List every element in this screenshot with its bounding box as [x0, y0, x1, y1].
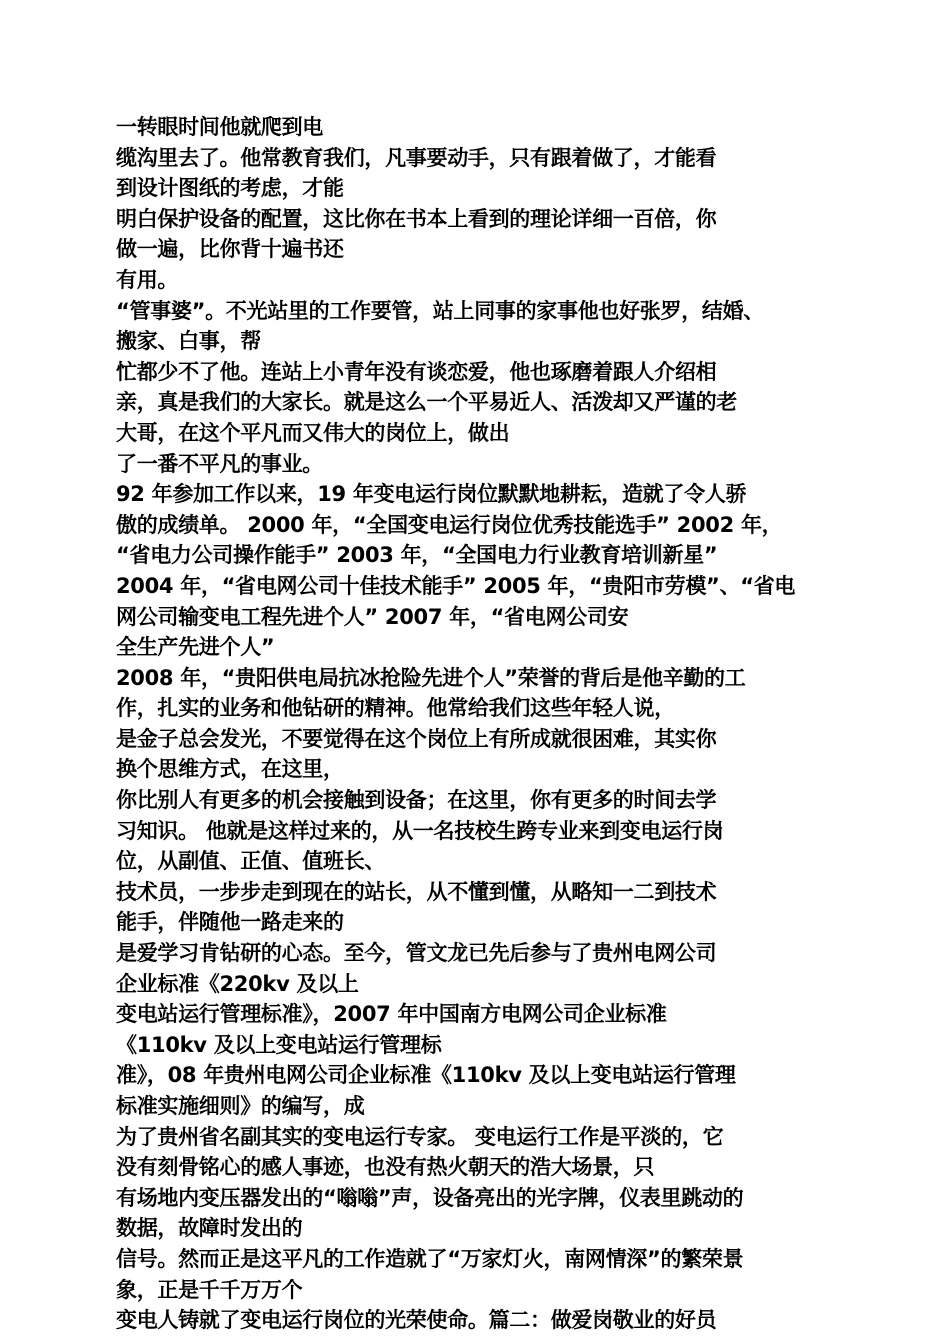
text-line: 一转眼时间他就爬到电 — [116, 115, 323, 139]
text-line: 标准实施细则》的编写，成 — [116, 1094, 365, 1118]
text-line: 2004 年，“省电网公司十佳技术能手” 2005 年，“贵阳市劳模”、“省电 — [116, 573, 796, 598]
text-line: “管事婆”。不光站里的工作要管，站上同事的家事他也好张罗，结婚、 — [116, 298, 765, 323]
text-line: 92 年参加工作以来，19 年变电运行岗位默默地耕耘，造就了令人骄 — [116, 482, 747, 507]
text-line: 数据，故障时发出的 — [116, 1216, 303, 1241]
text-line: 换个思维方式，在这里， — [116, 757, 344, 782]
text-line: 变电站运行管理标准》，2007 年中国南方电网公司企业标准 — [116, 1002, 667, 1027]
text-line: 2008 年，“贵阳供电局抗冰抢险先进个人”荣誉的背后是他辛勤的工 — [116, 665, 746, 690]
text-line: 是爱学习肯钻研的心态。至今，管文龙已先后参与了贵州电网公司 — [116, 941, 717, 966]
text-line: 能手，伴随他一路走来的 — [116, 910, 344, 935]
text-line: 有用。 — [116, 267, 179, 292]
text-line: 大哥，在这个平凡而又伟大的岗位上，做出 — [116, 420, 510, 445]
text-line: 搬家、白事，帮 — [116, 329, 261, 354]
text-line: 技术员，一步步走到现在的站长，从不懂到懂，从略知一二到技术 — [116, 879, 717, 904]
document-body — [116, 112, 846, 1336]
text-line: 准》，08 年贵州电网公司企业标准《110kv 及以上变电站运行管理 — [116, 1063, 736, 1088]
text-line: 象，正是千千万万个 — [116, 1277, 303, 1302]
text-line: 傲的成绩单。 2000 年，“全国变电运行岗位优秀技能选手” 2002 年， — [116, 512, 783, 537]
text-line: 到设计图纸的考虑，才能 — [116, 176, 344, 201]
text-line: 信号。然而正是这平凡的工作造就了“万家灯火，南网情深”的繁荣景 — [116, 1246, 744, 1271]
text-line: 《110kv 及以上变电站运行管理标 — [116, 1032, 442, 1057]
text-line: 亲，真是我们的大家长。就是这么一个平易近人、活泼却又严谨的老 — [116, 390, 737, 415]
text-line: 作，扎实的业务和他钻研的精神。他常给我们这些年轻人说， — [116, 696, 675, 721]
text-line: “省电力公司操作能手” 2003 年，“全国电力行业教育培训新星” — [116, 543, 718, 568]
text-line: 没有刻骨铭心的感人事迹，也没有热火朝天的浩大场景，只 — [116, 1155, 655, 1180]
text-line: 变电人铸就了变电运行岗位的光荣使命。篇二：做爱岗敬业的好员 — [116, 1308, 717, 1333]
text-line: 习知识。 他就是这样过来的，从一名技校生跨专业来到变电运行岗 — [116, 818, 724, 843]
text-line: 位，从副值、正值、值班长、 — [116, 849, 386, 874]
text-line: 忙都少不了他。连站上小青年没有谈恋爱，他也琢磨着跟人介绍相 — [116, 359, 717, 384]
text-line: 网公司输变电工程先进个人” 2007 年，“省电网公司安 — [116, 604, 629, 629]
text-line: 有场地内变压器发出的“嗡嗡”声，设备亮出的光字牌，仪表里跳动的 — [116, 1185, 744, 1210]
text-line: 明白保护设备的配置，这比你在书本上看到的理论详细一百倍，你 — [116, 206, 717, 231]
text-line: 企业标准《220kv 及以上 — [116, 971, 359, 996]
text-line: 了一番不平凡的事业。 — [116, 451, 323, 476]
text-line: 全生产先进个人” — [116, 635, 275, 660]
text-line: 为了贵州省名副其实的变电运行专家。 变电运行工作是平淡的，它 — [116, 1124, 724, 1149]
text-line: 是金子总会发光，不要觉得在这个岗位上有所成就很困难，其实你 — [116, 726, 717, 751]
text-line: 你比别人有更多的机会接触到设备；在这里，你有更多的时间去学 — [116, 788, 717, 813]
text-line: 缆沟里去了。他常教育我们，凡事要动手，只有跟着做了，才能看 — [116, 145, 717, 170]
text-line: 做一遍，比你背十遍书还 — [116, 237, 344, 262]
